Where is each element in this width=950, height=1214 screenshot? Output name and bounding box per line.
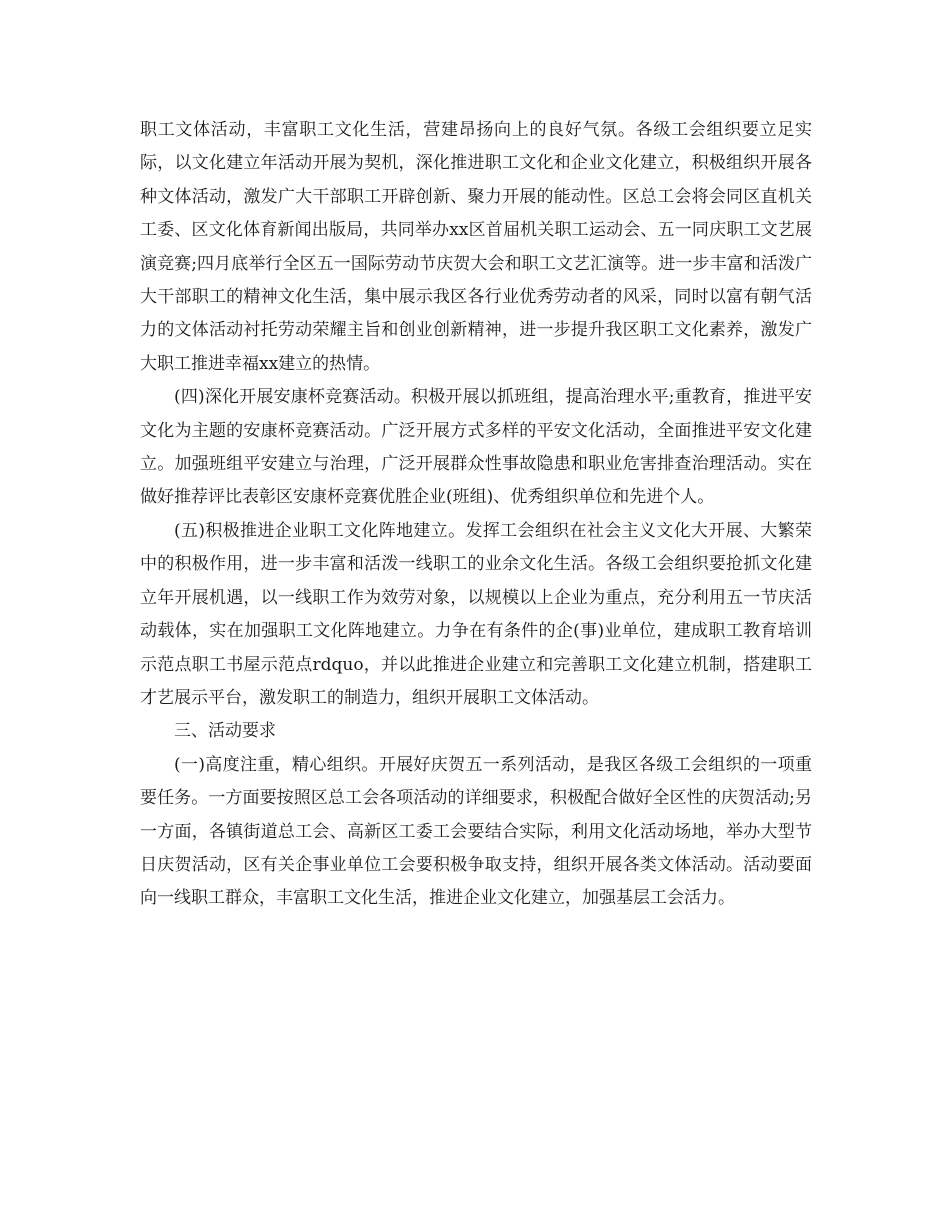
paragraph-requirement-1: (一)高度注重，精心组织。开展好庆贺五一系列活动，是我区各级工会组织的一项重要任务。一方面要按照区总工会各项活动的详细要求，积极配合做好全区性的庆贺活动;另一方面，各镇街道总工会、高新区工委工会要结合实际，利用文化活动场地，举办大型节日庆贺活动，区有关企事业单位工会要积极争取支持，组织开展各类文体活动。活动要面向一线职工群众，丰富职工文化生活，推进企业文化建立，加强基层工会活力。: [140, 754, 812, 909]
document-body: [140, 114, 812, 916]
paragraph-section-4: (四)深化开展安康杯竞赛活动。积极开展以抓班组，提高治理水平;重教育，推进平安文化为主题的安康杯竞赛活动。广泛开展方式多样的平安文化活动，全面推进平安文化建立。加强班组平安建立与治理，广泛开展群众性事故隐患和职业危害排查治理活动。实在做好推荐评比表彰区安康杯竞赛优胜企业(班组)、优秀组织单位和先进个人。: [140, 387, 812, 508]
section-heading-requirements: 三、活动要求: [174, 721, 276, 742]
paragraph-continuation: 职工文体活动，丰富职工文化生活，营建昂扬向上的良好气氛。各级工会组织要立足实际，以文化建立年活动开展为契机，深化推进职工文化和企业文化建立，积极组织开展各种文体活动，激发广大干部职工开辟创新、聚力开展的能动性。区总工会将会同区直机关工委、区文化体育新闻出版局，共同举办xx区首届机关职工运动会、五一同庆职工文艺展演竞赛;四月底举行全区五一国际劳动节庆贺大会和职工文艺汇演等。进一步丰富和活泼广大干部职工的精神文化生活，集中展示我区各行业优秀劳动者的风采，同时以富有朝气活力的文体活动衬托劳动荣耀主旨和创业创新精神，进一步提升我区职工文化素养，激发广大职工推进幸福xx建立的热情。: [140, 120, 812, 374]
paragraph-section-5: (五)积极推进企业职工文化阵地建立。发挥工会组织在社会主义文化大开展、大繁荣中的积极作用，进一步丰富和活泼一线职工的业余文化生活。各级工会组织要抢抓文化建立年开展机遇，以一线职工作为效劳对象，以规模以上企业为重点，充分利用五一节庆活动载体，实在加强职工文化阵地建立。力争在有条件的企(事)业单位，建成职工教育培训示范点职工书屋示范点rdquo，并以此推进企业建立和完善职工文化建立机制，搭建职工才艺展示平台，激发职工的制造力，组织开展职工文体活动。: [140, 520, 812, 708]
